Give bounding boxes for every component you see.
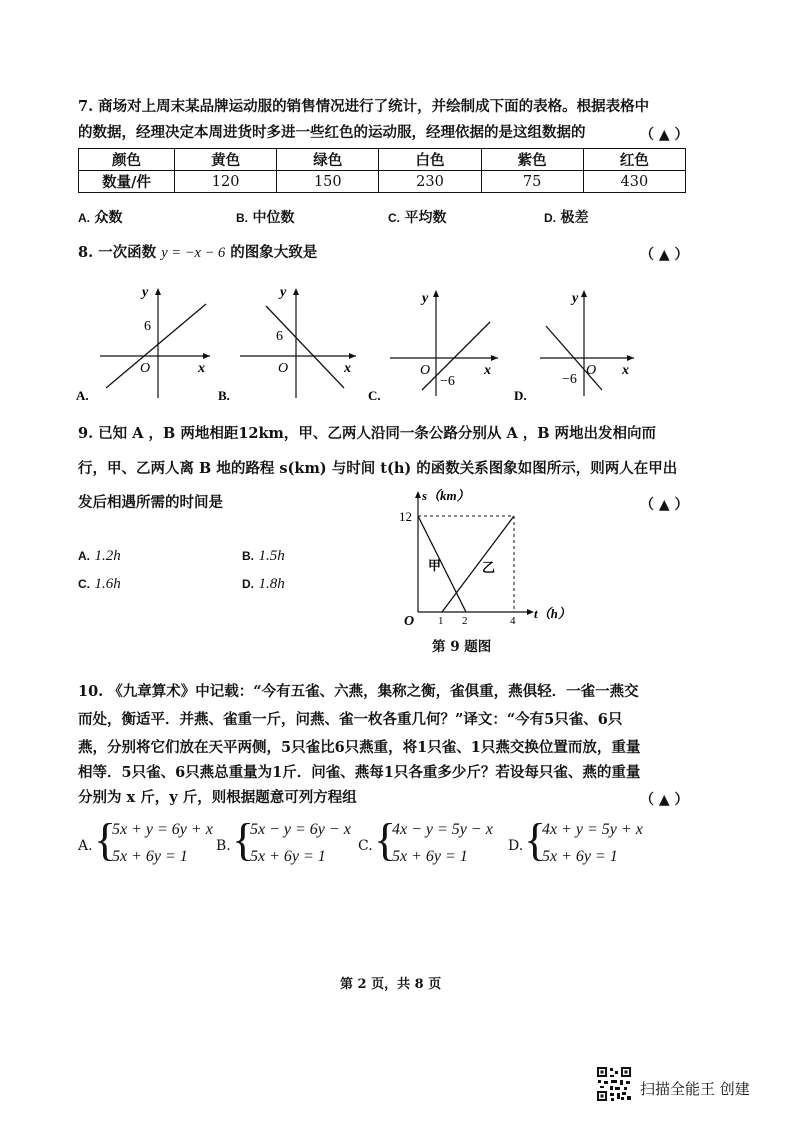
- q8-graph-d: [512, 282, 652, 402]
- q8-graph-a: [74, 282, 214, 402]
- table-cell: 75: [481, 171, 583, 193]
- axis-x-label: x: [622, 363, 629, 378]
- axis-x-label: x: [484, 363, 491, 378]
- q7-option-a: A. 众数: [78, 210, 123, 226]
- q7-line1: 7. 商场对上周末某品牌运动服的销售情况进行了统计，并绘制成下面的表格。根据表格中: [78, 98, 650, 115]
- graph-label: C.: [368, 388, 381, 402]
- q9-yi-label: 乙: [482, 560, 496, 575]
- q7-option-d: D. 极差: [544, 210, 589, 226]
- brace-icon: {: [94, 814, 117, 865]
- origin-label: O: [586, 363, 597, 378]
- q9-y-tick-12: 12: [399, 509, 412, 524]
- axis-y-label: y: [422, 291, 429, 306]
- q7-line2: 的数据，经理决定本周进货时多进一些红色的运动服，经理依据的是这组数据的: [78, 124, 586, 141]
- q8-formula: y = −x − 6: [161, 245, 226, 261]
- axis-y-label: y: [572, 291, 579, 306]
- brace-icon: {: [374, 814, 397, 865]
- q9-figure-caption: 第 9 题图: [432, 639, 492, 655]
- axis-y-label: y: [280, 285, 287, 300]
- q9-option-d: D. 1.8h: [242, 576, 285, 592]
- q7-answer-marker: （ ▲ ）: [640, 127, 689, 143]
- q10-line4: 相等．5只雀、6只燕总重量为1斤．问雀、燕每1只各重多少斤？若设每只雀、燕的重量: [78, 764, 641, 781]
- q9-line3: 发后相遇所需的时间是: [78, 494, 223, 511]
- origin-label: O: [278, 361, 289, 376]
- table-cell: 绿色: [277, 149, 379, 171]
- graph-label: A.: [76, 388, 89, 402]
- q9-x-tick-2: 2: [462, 615, 468, 627]
- origin-label: O: [420, 363, 431, 378]
- table-cell: 120: [175, 171, 277, 193]
- q9-figure: [392, 486, 582, 634]
- q9-origin: O: [404, 614, 415, 629]
- origin-label: O: [140, 361, 151, 376]
- q9-x-tick-4: 4: [510, 615, 516, 627]
- q9-x-axis-label: t（h）: [534, 606, 571, 621]
- scanner-watermark: 扫描全能王 创建: [640, 1080, 750, 1098]
- q9-option-a: A. 1.2h: [78, 548, 121, 564]
- intercept-label: 6: [276, 329, 283, 344]
- axis-x-label: x: [344, 361, 351, 376]
- table-cell: 230: [379, 171, 481, 193]
- sales-table: [78, 148, 686, 193]
- q9-x-tick-1: 1: [438, 615, 444, 627]
- table-header-color: 颜色: [79, 149, 175, 171]
- axis-x-label: x: [198, 361, 205, 376]
- q8-graph-c: [366, 282, 506, 402]
- axis-y-label: y: [142, 285, 149, 300]
- q9-option-c: C. 1.6h: [78, 576, 121, 592]
- page-number: 第 2 页，共 8 页: [340, 977, 442, 992]
- intercept-label: 6: [144, 319, 151, 334]
- q8-stem: 8. 一次函数 y = −x − 6 的图象大致是: [78, 244, 318, 261]
- q9-option-b: B. 1.5h: [242, 548, 285, 564]
- graph-label: D.: [514, 388, 527, 402]
- brace-icon: {: [524, 814, 547, 865]
- table-row: [79, 171, 686, 193]
- table-cell: 430: [583, 171, 685, 193]
- q7-option-b: B. 中位数: [236, 210, 295, 226]
- q10-line5: 分别为 x 斤，y 斤，则根据题意可列方程组: [78, 789, 357, 806]
- q9-jia-label: 甲: [428, 558, 442, 573]
- q7-option-c: C. 平均数: [388, 210, 447, 226]
- graph-label: B.: [218, 388, 230, 402]
- q10-line2: 而处，衡适平．并燕、雀重一斤，问燕、雀一枚各重几何？”译文：“今有5只雀、6只: [78, 711, 623, 728]
- table-row: [79, 149, 686, 171]
- q10-line3: 燕，分别将它们放在天平两侧，5只雀比6只燕重，将1只雀、1只燕交换位置而放，重量: [78, 739, 641, 756]
- q9-line2: 行，甲、乙两人离 B 地的路程 s(km) 与时间 t(h) 的函数关系图象如图所示，则两人在甲出: [78, 460, 678, 477]
- table-cell: 黄色: [175, 149, 277, 171]
- q10-line1: 10. 《九章算术》中记载：“今有五雀、六燕，集称之衡，雀俱重，燕俱轻．一雀一燕交: [78, 683, 639, 700]
- q8-answer-marker: （ ▲ ）: [640, 247, 689, 263]
- q9-answer-marker: （ ▲ ）: [640, 497, 689, 513]
- qr-code-icon: [596, 1066, 632, 1102]
- intercept-label: −6: [440, 374, 455, 389]
- brace-icon: {: [232, 814, 255, 865]
- table-cell: 紫色: [481, 149, 583, 171]
- q10-answer-marker: （ ▲ ）: [640, 792, 689, 808]
- q8-graph-b: [216, 282, 361, 402]
- q9-y-axis-label: s（km）: [422, 488, 470, 503]
- intercept-label: −6: [562, 372, 577, 387]
- q9-line1: 9. 已知 A ，B 两地相距12km，甲、乙两人沿同一条公路分别从 A ，B 两地出发相向而: [78, 425, 657, 442]
- table-cell: 红色: [583, 149, 685, 171]
- table-cell: 白色: [379, 149, 481, 171]
- table-header-count: 数量/件: [79, 171, 175, 193]
- table-cell: 150: [277, 171, 379, 193]
